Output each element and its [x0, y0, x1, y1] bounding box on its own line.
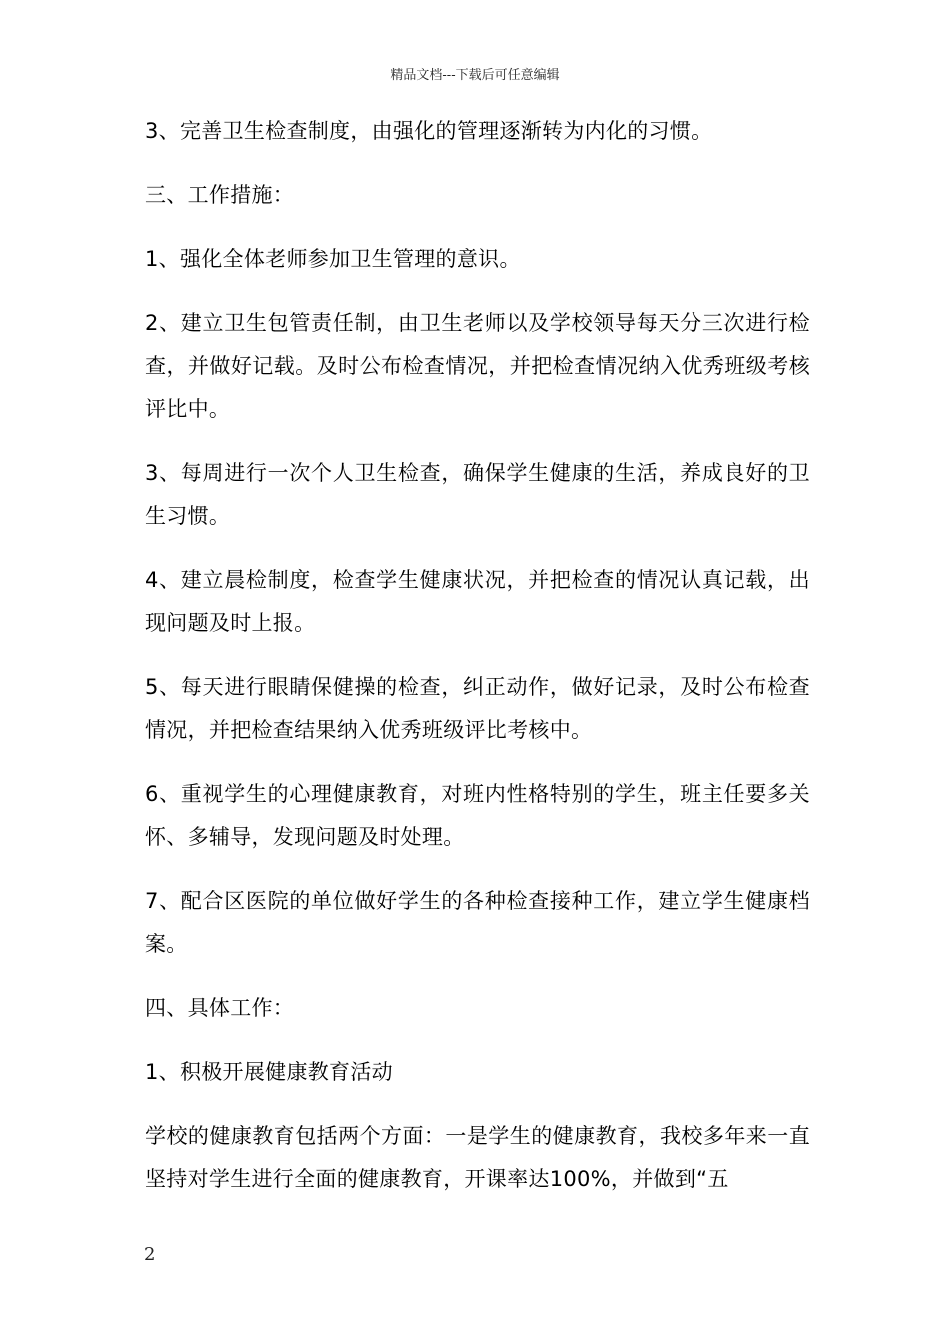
paragraph: 1、积极开展健康教育活动	[145, 1060, 393, 1084]
paragraph: 5、每天进行眼睛保健操的检查，纠正动作，做好记录，及时公布检查情况，并把检查结果纳入优秀班级评比考核中。	[145, 675, 810, 742]
paragraph: 3、每周进行一次个人卫生检查，确保学生健康的生活，养成良好的卫生习惯。	[145, 461, 810, 528]
paragraph: 学校的健康教育包括两个方面：一是学生的健康教育，我校多年来一直坚持对学生进行全面的健康教育，开课率达100%，并做到“五	[145, 1124, 810, 1191]
document-body	[145, 110, 810, 1222]
page-header: 精品文档---下载后可任意编辑	[390, 68, 560, 83]
section-heading: 四、具体工作：	[145, 996, 295, 1020]
section-heading: 三、工作措施：	[145, 183, 295, 207]
paragraph: 3、完善卫生检查制度，由强化的管理逐渐转为内化的习惯。	[145, 119, 713, 143]
paragraph: 2、建立卫生包管责任制，由卫生老师以及学校领导每天分三次进行检查，并做好记载。及时公布检查情况，并把检查情况纳入优秀班级考核评比中。	[145, 311, 810, 421]
paragraph: 7、配合区医院的单位做好学生的各种检查接种工作，建立学生健康档案。	[145, 889, 810, 956]
paragraph: 4、建立晨检制度，检查学生健康状况，并把检查的情况认真记载，出现问题及时上报。	[145, 568, 810, 635]
paragraph: 1、强化全体老师参加卫生管理的意识。	[145, 247, 521, 271]
page-number: 2	[144, 1244, 156, 1265]
paragraph: 6、重视学生的心理健康教育，对班内性格特别的学生，班主任要多关怀、多辅导，发现问题及时处理。	[145, 782, 810, 849]
